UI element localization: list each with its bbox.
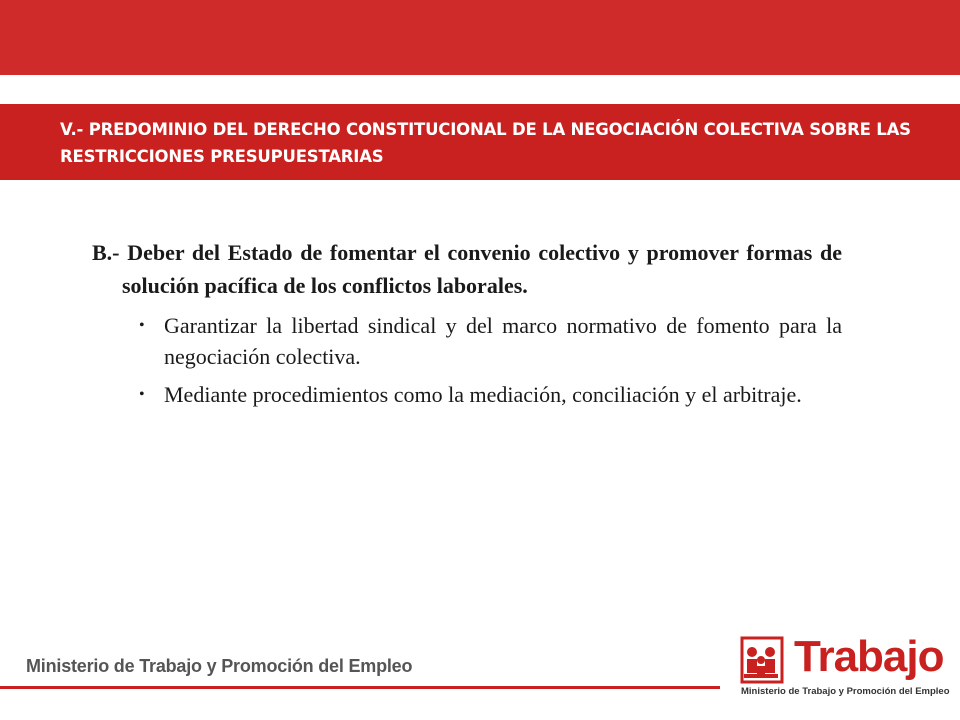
footer-ministry-text: Ministerio de Trabajo y Promoción del Empleo <box>26 656 413 676</box>
bullet-text: Mediante procedimientos como la mediación, conciliación y el arbitraje. <box>164 382 802 407</box>
logo-wordmark: Trabajo <box>794 632 944 681</box>
people-logo-icon <box>738 636 792 686</box>
bullet-text: Garantizar la libertad sindical y del marco normativo de fomento para la negociación colectiva. <box>164 313 842 369</box>
logo-subtitle: Ministerio de Trabajo y Promoción del Empleo <box>741 686 950 697</box>
trabajo-logo <box>738 632 950 708</box>
bullet-item <box>139 379 842 410</box>
slide-content <box>92 236 842 417</box>
bullet-dot-icon: • <box>139 386 145 403</box>
footer-red-rule <box>0 686 720 689</box>
slide-title: V.- PREDOMINIO DEL DERECHO CONSTITUCIONAL DE LA NEGOCIACIÓN COLECTIVA SOBRE LAS RESTRICCIONES PRESUPUESTARIAS <box>60 120 911 166</box>
bullet-dot-icon: • <box>139 317 145 334</box>
bullet-list <box>92 310 842 410</box>
section-heading: B.- Deber del Estado de fomentar el convenio colectivo y promover formas de solución pacífica de los conflictos laborales. <box>92 240 842 298</box>
top-red-bar <box>0 0 960 75</box>
bullet-item <box>139 310 842 372</box>
